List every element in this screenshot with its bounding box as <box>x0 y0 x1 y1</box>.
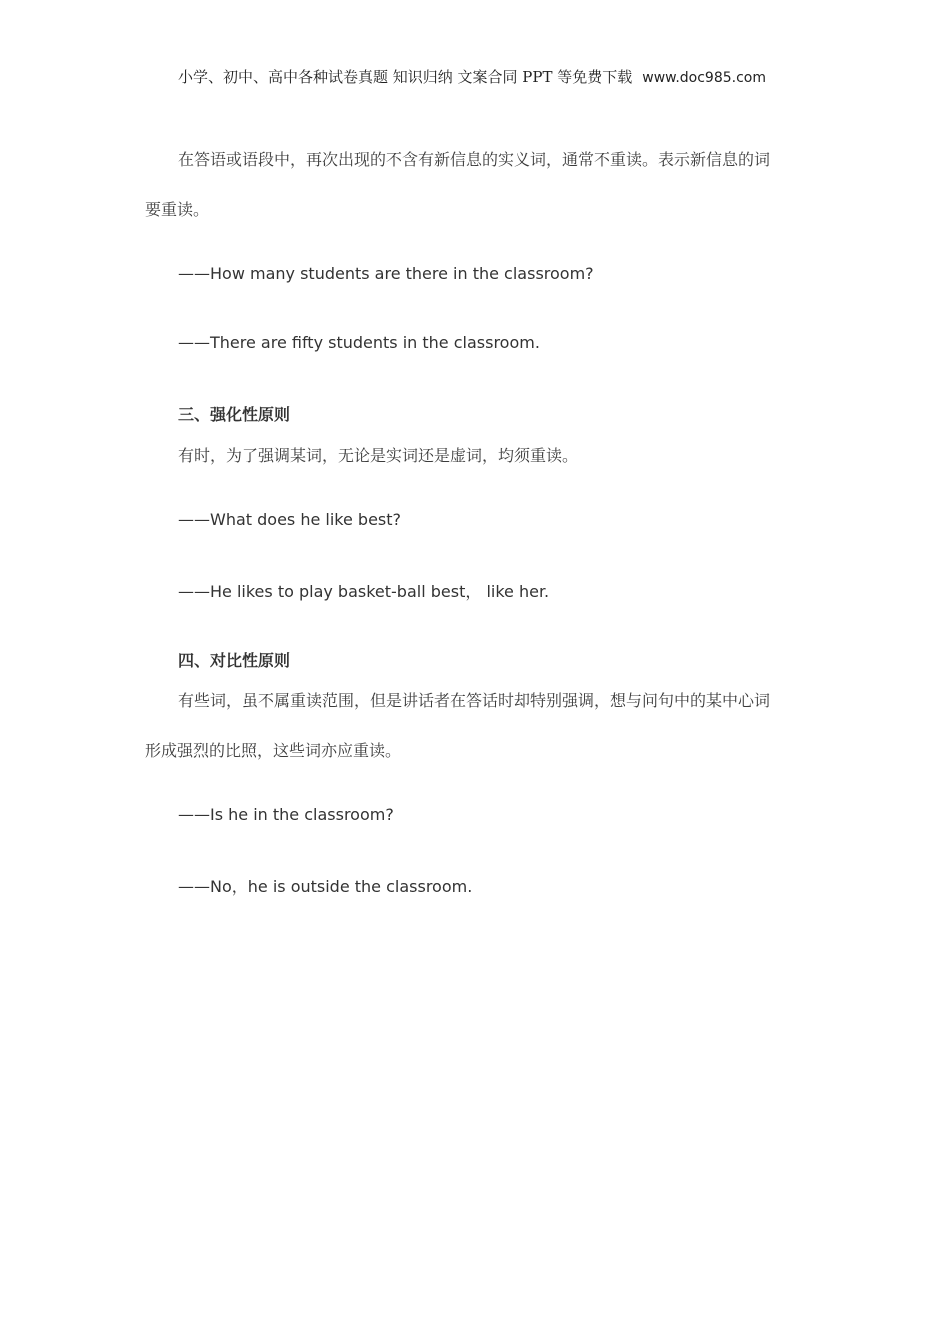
example-answer: ——He likes to play basket-ball best， like her. <box>178 582 550 601</box>
paragraph-contrast-line1: 有些词，虽不属重读范围，但是讲话者在答话时却特别强调，想与问句中的某中心词 <box>178 691 771 710</box>
paragraph-contrast-line2: 形成强烈的比照，这些词亦应重读。 <box>145 741 402 760</box>
example-question: ——How many students are there in the classroom? <box>178 264 594 283</box>
paragraph-emphasis: 有时，为了强调某词，无论是实词还是虚词，均须重读。 <box>178 446 579 465</box>
section-heading: 三、强化性原则 <box>178 405 291 424</box>
example-question: ——Is he in the classroom? <box>178 805 394 824</box>
example-answer: ——There are fifty students in the classroom. <box>178 333 540 352</box>
section-heading: 四、对比性原则 <box>178 651 291 670</box>
header-text: 小学、初中、高中各种试卷真题 知识归纳 文案合同 PPT 等免费下载 <box>178 68 633 86</box>
example-question: ——What does he like best? <box>178 510 402 529</box>
page-header <box>178 66 766 87</box>
paragraph-new-info-line2: 要重读。 <box>145 200 210 219</box>
paragraph-new-info-line1: 在答语或语段中，再次出现的不含有新信息的实义词，通常不重读。表示新信息的词 <box>178 150 771 169</box>
example-answer: ——No，he is outside the classroom. <box>178 877 473 896</box>
header-url: www.doc985.com <box>642 70 767 86</box>
